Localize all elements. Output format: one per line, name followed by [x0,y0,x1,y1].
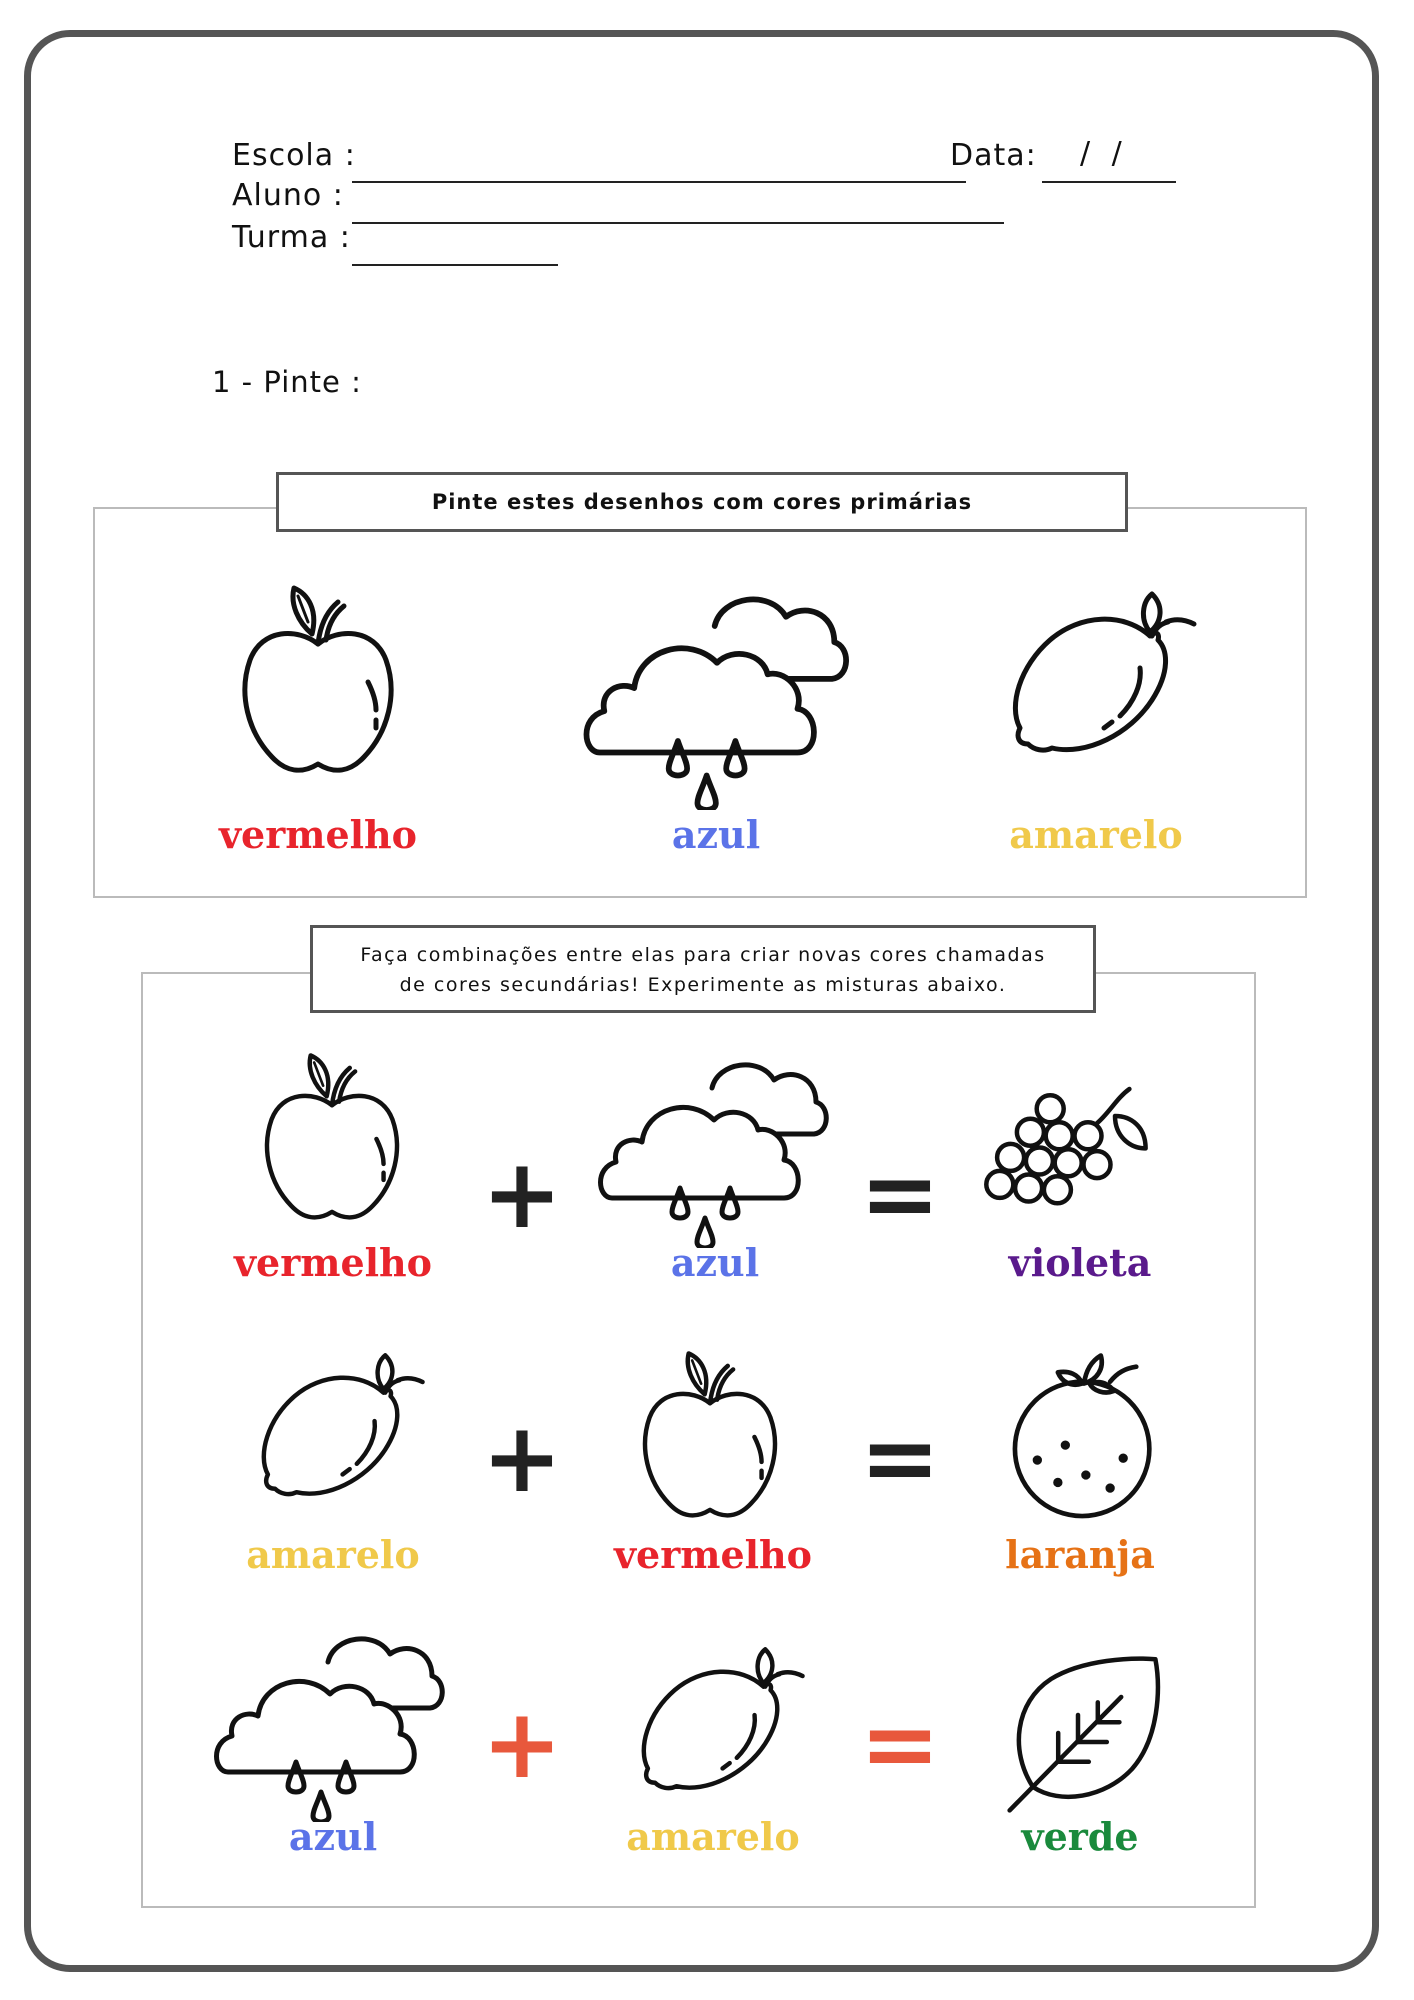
orange-icon [1000,1344,1168,1522]
row2-label-orange: laranja [1005,1532,1155,1577]
row3-label-yellow: amarelo [626,1814,800,1859]
equals-sign: = [859,1688,941,1800]
row1-label-violet: violeta [1008,1240,1152,1285]
apple-icon [228,582,408,782]
date-label: Data: [950,138,1037,173]
primary-label-blue: azul [671,812,761,857]
secondary-instruction-line1: Faça combinações entre elas para criar novas cores chamadas [360,944,1046,966]
school-label: Escola : [232,138,356,173]
apple-icon [630,1348,790,1526]
primary-label-red: vermelho [218,812,418,857]
row2-label-yellow: amarelo [246,1532,420,1577]
rain-cloud-icon [208,1622,452,1822]
row3-label-green: verde [1021,1814,1139,1859]
primary-instruction-banner: Pinte estes desenhos com cores primárias [276,472,1128,532]
secondary-instruction-line2: de cores secundárias! Experimente as misturas abaixo. [399,974,1007,996]
rain-cloud-icon [592,1048,836,1248]
plus-sign: + [481,1402,563,1514]
student-field[interactable] [352,222,1004,224]
question-title: 1 - Pinte : [212,365,362,399]
equals-sign: = [859,1138,941,1250]
equals-sign: = [859,1402,941,1514]
row3-label-blue: azul [288,1814,378,1859]
lemon-icon [250,1350,428,1510]
class-label: Turma : [232,220,351,255]
leaf-icon [1006,1652,1168,1814]
class-field[interactable] [352,264,558,266]
row1-label-red: vermelho [233,1240,433,1285]
date-value: / / [1080,136,1128,171]
school-field[interactable] [352,181,966,183]
plus-sign: + [481,1138,563,1250]
rain-cloud-icon [576,580,858,810]
primary-label-yellow: amarelo [1009,812,1183,857]
lemon-icon [630,1644,808,1804]
lemon-icon [1000,588,1200,768]
secondary-instruction-banner [310,925,1096,1013]
student-label: Aluno : [232,178,344,213]
row2-label-red: vermelho [613,1532,813,1577]
row1-label-blue: azul [670,1240,760,1285]
apple-icon [252,1050,412,1228]
date-field[interactable] [1042,181,1176,183]
grapes-icon [980,1080,1160,1224]
plus-sign: + [481,1688,563,1800]
